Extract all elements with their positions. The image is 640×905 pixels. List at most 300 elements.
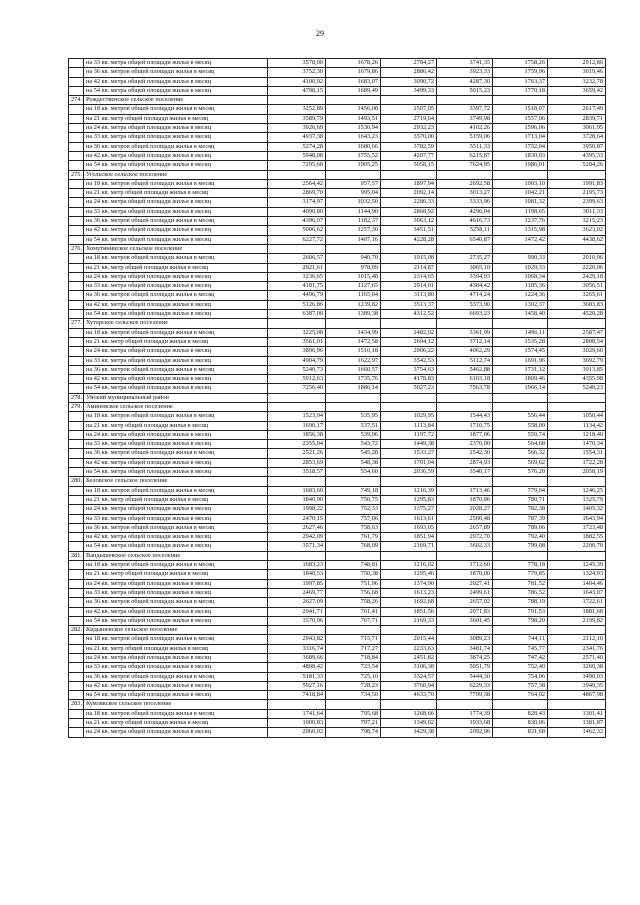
value-cell-2: 758,26 xyxy=(326,598,381,607)
value-cell-6: 2010,96 xyxy=(548,254,606,263)
value-cell-6: 3260,38 xyxy=(548,663,606,672)
empty-cell xyxy=(493,393,548,402)
tariff-table xyxy=(68,58,606,738)
value-cell-5: 1081,32 xyxy=(493,198,548,207)
row-label: на 33 кв. метра общей площади жилья в месяц xyxy=(84,663,268,672)
value-cell-4: 5015,23 xyxy=(437,86,493,95)
table-row xyxy=(69,114,606,123)
empty-cell xyxy=(69,486,84,495)
empty-cell xyxy=(381,393,437,402)
value-cell-3: 2482,02 xyxy=(381,328,437,337)
value-cell-2: 1660,57 xyxy=(326,365,381,374)
value-cell-1: 1998,22 xyxy=(268,505,326,514)
table-row xyxy=(69,226,606,235)
row-label: на 33 кв. метра общей площади жилья в месяц xyxy=(84,59,268,68)
table-row xyxy=(69,235,606,244)
table-row xyxy=(69,68,606,77)
value-cell-1: 2564,42 xyxy=(268,179,326,188)
value-cell-5: 558,09 xyxy=(493,421,548,430)
empty-cell xyxy=(69,142,84,151)
value-cell-4: 1877,06 xyxy=(437,430,493,439)
table-row xyxy=(69,291,606,300)
section-header-row xyxy=(69,96,606,105)
value-cell-6: 2571,40 xyxy=(548,654,606,663)
table-row xyxy=(69,709,606,718)
value-cell-6: 1554,31 xyxy=(548,449,606,458)
section-number: 281. xyxy=(69,551,84,560)
row-label: на 42 кв. метра общей площади жилья в месяц xyxy=(84,77,268,86)
value-cell-1: 4396,07 xyxy=(268,217,326,226)
value-cell-1: 5181,33 xyxy=(268,672,326,681)
table-row xyxy=(69,468,606,477)
section-name: Вандышевское сельское поселение xyxy=(84,551,268,560)
value-cell-2: 1622,97 xyxy=(326,356,381,365)
value-cell-3: 4207,77 xyxy=(381,151,437,160)
row-label: на 21 кв. метр общей площади жилья в месяц xyxy=(84,495,268,504)
empty-cell xyxy=(69,179,84,188)
value-cell-6: 1723,48 xyxy=(548,523,606,532)
value-cell-5: 1966,14 xyxy=(493,384,548,393)
table-row xyxy=(69,272,606,281)
section-name: Аминевское сельское поселение xyxy=(84,402,268,411)
value-cell-4: 2971,83 xyxy=(437,607,493,616)
table-row xyxy=(69,347,606,356)
empty-cell xyxy=(69,458,84,467)
value-cell-5: 1809,46 xyxy=(493,375,548,384)
value-cell-3: 1449,38 xyxy=(381,440,437,449)
value-cell-4: 2874,93 xyxy=(437,458,493,467)
value-cell-4: 2692,58 xyxy=(437,179,493,188)
value-cell-3: 2451,82 xyxy=(381,654,437,663)
empty-cell xyxy=(69,263,84,272)
table-row xyxy=(69,486,606,495)
row-label: на 18 кв. метров общей площади жилья в месяц xyxy=(84,561,268,570)
section-number: 278. xyxy=(69,393,84,402)
row-label: на 18 кв. метров общей площади жилья в месяц xyxy=(84,635,268,644)
value-cell-4: 3923,33 xyxy=(437,68,493,77)
value-cell-4: 3481,74 xyxy=(437,644,493,653)
empty-cell xyxy=(268,244,326,253)
value-cell-5: 559,74 xyxy=(493,430,548,439)
empty-cell xyxy=(493,96,548,105)
table-row xyxy=(69,644,606,653)
empty-cell xyxy=(69,412,84,421)
value-cell-6: 4867,98 xyxy=(548,691,606,700)
row-label: на 36 кв. метров общей площади жилья в месяц xyxy=(84,217,268,226)
empty-cell xyxy=(493,402,548,411)
value-cell-6: 1881,68 xyxy=(548,607,606,616)
value-cell-3: 3570,00 xyxy=(381,133,437,142)
value-cell-6: 2839,71 xyxy=(548,114,606,123)
row-label: на 42 кв. метра общей площади жилья в месяц xyxy=(84,533,268,542)
value-cell-2: 761,79 xyxy=(326,533,381,542)
value-cell-6: 3659,42 xyxy=(548,86,606,95)
value-cell-4: 1870,00 xyxy=(437,570,493,579)
table-row xyxy=(69,607,606,616)
value-cell-4: 3601,45 xyxy=(437,616,493,625)
value-cell-5: 1458,40 xyxy=(493,310,548,319)
row-label: на 33 кв. метра общей площади жилья в месяц xyxy=(84,588,268,597)
value-cell-4: 1870,86 xyxy=(437,495,493,504)
value-cell-6: 5284,26 xyxy=(548,161,606,170)
empty-cell xyxy=(381,626,437,635)
value-cell-6: 2341,76 xyxy=(548,644,606,653)
value-cell-5: 828,43 xyxy=(493,709,548,718)
value-cell-6: 1246,25 xyxy=(548,486,606,495)
value-cell-4: 5444,30 xyxy=(437,672,493,681)
table-row xyxy=(69,561,606,570)
value-cell-1: 3752,30 xyxy=(268,68,326,77)
value-cell-4: 4714,24 xyxy=(437,291,493,300)
row-label: на 24 кв. метра общей площади жилья в месяц xyxy=(84,272,268,281)
empty-cell xyxy=(69,672,84,681)
value-cell-1: 3252,89 xyxy=(268,105,326,114)
table-row xyxy=(69,207,606,216)
value-cell-2: 749,18 xyxy=(326,486,381,495)
value-cell-2: 539,06 xyxy=(326,430,381,439)
value-cell-3: 2286,33 xyxy=(381,198,437,207)
value-cell-5: 786,52 xyxy=(493,588,548,597)
empty-cell xyxy=(437,319,493,328)
value-cell-6: 1643,07 xyxy=(548,588,606,597)
section-number: 282. xyxy=(69,626,84,635)
empty-cell xyxy=(381,402,437,411)
section-header-row xyxy=(69,244,606,253)
empty-cell xyxy=(69,207,84,216)
value-cell-2: 978,09 xyxy=(326,263,381,272)
table-row xyxy=(69,124,606,133)
table-row xyxy=(69,681,606,690)
table-row xyxy=(69,635,606,644)
row-label: на 36 кв. метров общей площади жилья в месяц xyxy=(84,672,268,681)
row-label: на 18 кв. метров общей площади жилья в месяц xyxy=(84,254,268,263)
table-row xyxy=(69,189,606,198)
value-cell-3: 1693,05 xyxy=(381,523,437,532)
value-cell-1: 2943,82 xyxy=(268,635,326,644)
value-cell-2: 718,84 xyxy=(326,654,381,663)
value-cell-3: 2784,27 xyxy=(381,59,437,68)
value-cell-6: 3029,60 xyxy=(548,347,606,356)
value-cell-5: 1535,28 xyxy=(493,337,548,346)
row-label: на 54 кв. метра общей площади жилья в месяц xyxy=(84,616,268,625)
value-cell-2: 734,50 xyxy=(326,691,381,700)
value-cell-6: 3692,79 xyxy=(548,356,606,365)
value-cell-2: 767,71 xyxy=(326,616,381,625)
value-cell-4: 2972,70 xyxy=(437,533,493,542)
value-cell-1: 1690,17 xyxy=(268,421,326,430)
value-cell-5: 779,85 xyxy=(493,570,548,579)
section-name: Угольское сельское поселение xyxy=(84,170,268,179)
value-cell-6: 1643,94 xyxy=(548,514,606,523)
value-cell-6: 2200,70 xyxy=(548,542,606,551)
value-cell-2: 768,09 xyxy=(326,542,381,551)
value-cell-3: 3090,72 xyxy=(381,77,437,86)
empty-cell xyxy=(437,700,493,709)
empty-cell xyxy=(69,337,84,346)
value-cell-5: 792,40 xyxy=(493,533,548,542)
row-label: на 42 кв. метра общей площади жилья в месяц xyxy=(84,458,268,467)
empty-cell xyxy=(69,561,84,570)
value-cell-3: 3324,57 xyxy=(381,672,437,681)
value-cell-6: 3265,61 xyxy=(548,291,606,300)
value-cell-3: 5058,15 xyxy=(381,161,437,170)
value-cell-6: 1722,28 xyxy=(548,458,606,467)
section-number: 279. xyxy=(69,402,84,411)
empty-cell xyxy=(437,402,493,411)
value-cell-1: 2627,09 xyxy=(268,598,326,607)
value-cell-1: 5006,62 xyxy=(268,226,326,235)
row-label: на 18 кв. метров общей площади жилья в месяц xyxy=(84,709,268,718)
row-label: на 54 кв. метра общей площади жилья в месяц xyxy=(84,691,268,700)
empty-cell xyxy=(69,114,84,123)
value-cell-6: 3913,85 xyxy=(548,365,606,374)
value-cell-3: 3451,51 xyxy=(381,226,437,235)
table-row xyxy=(69,663,606,672)
value-cell-3: 4633,70 xyxy=(381,691,437,700)
section-number: 275. xyxy=(69,170,84,179)
value-cell-4: 1544,43 xyxy=(437,412,493,421)
section-header-row xyxy=(69,402,606,411)
empty-cell xyxy=(69,449,84,458)
value-cell-2: 1257,30 xyxy=(326,226,381,235)
value-cell-4: 4616,73 xyxy=(437,217,493,226)
value-cell-1: 3518,57 xyxy=(268,468,326,477)
empty-cell xyxy=(69,654,84,663)
row-label: на 24 кв. метра общей площади жилья в месяц xyxy=(84,654,268,663)
value-cell-6: 1462,32 xyxy=(548,728,606,737)
value-cell-1: 2470,15 xyxy=(268,514,326,523)
section-name: Беловское сельское поселение xyxy=(84,477,268,486)
value-cell-5: 1185,36 xyxy=(493,282,548,291)
value-cell-6: 1404,46 xyxy=(548,579,606,588)
value-cell-5: 789,06 xyxy=(493,523,548,532)
row-label: на 24 кв. метра общей площади жилья в месяц xyxy=(84,505,268,514)
section-header-row xyxy=(69,319,606,328)
value-cell-1: 6387,00 xyxy=(268,310,326,319)
value-cell-5: 556,44 xyxy=(493,412,548,421)
value-cell-3: 2092,14 xyxy=(381,189,437,198)
empty-cell xyxy=(493,477,548,486)
value-cell-4: 6215,87 xyxy=(437,151,493,160)
section-header-row xyxy=(69,170,606,179)
value-cell-6: 5240,23 xyxy=(548,384,606,393)
value-cell-1: 5274,28 xyxy=(268,142,326,151)
value-cell-1: 7295,68 xyxy=(268,161,326,170)
value-cell-2: 545,28 xyxy=(326,449,381,458)
row-label: на 54 кв. метра общей площади жилья в месяц xyxy=(84,468,268,477)
empty-cell xyxy=(437,477,493,486)
value-cell-2: 717,27 xyxy=(326,644,381,653)
value-cell-2: 1407,16 xyxy=(326,235,381,244)
value-cell-2: 728,23 xyxy=(326,681,381,690)
value-cell-5: 1224,36 xyxy=(493,291,548,300)
empty-cell xyxy=(326,700,381,709)
value-cell-5: 799,08 xyxy=(493,542,548,551)
empty-cell xyxy=(69,533,84,542)
value-cell-3: 3782,59 xyxy=(381,142,437,151)
value-cell-5: 1691,96 xyxy=(493,356,548,365)
value-cell-2: 1144,90 xyxy=(326,207,381,216)
value-cell-3: 3113,80 xyxy=(381,291,437,300)
value-cell-2: 723,54 xyxy=(326,663,381,672)
value-cell-2: 797,21 xyxy=(326,719,381,728)
value-cell-3: 1851,56 xyxy=(381,607,437,616)
row-label: на 36 кв. метров общей площади жилья в месяц xyxy=(84,68,268,77)
row-label: на 21 кв. метр общей площади жилья в месяц xyxy=(84,263,268,272)
table-row xyxy=(69,412,606,421)
empty-cell xyxy=(326,626,381,635)
table-row xyxy=(69,263,606,272)
value-cell-2: 1683,07 xyxy=(326,77,381,86)
value-cell-1: 4496,79 xyxy=(268,291,326,300)
value-cell-1: 3926,69 xyxy=(268,124,326,133)
value-cell-6: 1134,42 xyxy=(548,421,606,430)
value-cell-6: 1405,32 xyxy=(548,505,606,514)
value-cell-3: 1113,84 xyxy=(381,421,437,430)
value-cell-4: 5051,79 xyxy=(437,663,493,672)
value-cell-3: 2314,65 xyxy=(381,272,437,281)
row-label: на 36 кв. метров общей площади жилья в месяц xyxy=(84,142,268,151)
table-row xyxy=(69,217,606,226)
value-cell-4: 3712,14 xyxy=(437,337,493,346)
value-cell-3: 3754,63 xyxy=(381,365,437,374)
value-cell-6: 4395,33 xyxy=(548,151,606,160)
empty-cell xyxy=(268,393,326,402)
empty-cell xyxy=(548,96,606,105)
section-number: 277. xyxy=(69,319,84,328)
value-cell-2: 1689,49 xyxy=(326,86,381,95)
value-cell-1: 1683,23 xyxy=(268,561,326,570)
value-cell-1: 3589,79 xyxy=(268,114,326,123)
value-cell-1: 2941,71 xyxy=(268,607,326,616)
value-cell-1: 2921,61 xyxy=(268,263,326,272)
value-cell-2: 757,06 xyxy=(326,514,381,523)
value-cell-3: 3542,53 xyxy=(381,356,437,365)
value-cell-6: 3011,33 xyxy=(548,207,606,216)
table-row xyxy=(69,151,606,160)
table-row xyxy=(69,337,606,346)
empty-cell xyxy=(69,365,84,374)
section-number: 276. xyxy=(69,244,84,253)
table-row xyxy=(69,523,606,532)
value-cell-5: 1763,37 xyxy=(493,77,548,86)
empty-cell xyxy=(69,189,84,198)
value-cell-4: 2028,27 xyxy=(437,505,493,514)
value-cell-6: 3490,03 xyxy=(548,672,606,681)
empty-cell xyxy=(381,319,437,328)
empty-cell xyxy=(69,430,84,439)
value-cell-6: 3949,35 xyxy=(548,681,606,690)
row-label: на 54 кв. метра общей площади жилья в месяц xyxy=(84,384,268,393)
value-cell-6: 2199,82 xyxy=(548,616,606,625)
value-cell-2: 715,71 xyxy=(326,635,381,644)
row-label: на 24 кв. метра общей площади жилья в месяц xyxy=(84,347,268,356)
value-cell-2: 1434,99 xyxy=(326,328,381,337)
value-cell-1: 4181,75 xyxy=(268,282,326,291)
table-row xyxy=(69,440,606,449)
empty-cell xyxy=(268,170,326,179)
value-cell-6: 2587,47 xyxy=(548,328,606,337)
row-label: на 21 кв. метр общей площади жилья в месяц xyxy=(84,570,268,579)
value-cell-1: 3896,96 xyxy=(268,347,326,356)
value-cell-2: 1678,26 xyxy=(326,59,381,68)
value-cell-3: 2233,63 xyxy=(381,644,437,653)
value-cell-5: 564,68 xyxy=(493,440,548,449)
empty-cell xyxy=(69,728,84,737)
table-row xyxy=(69,282,606,291)
row-label: на 18 кв. метров общей площади жилья в месяц xyxy=(84,328,268,337)
empty-cell xyxy=(548,402,606,411)
empty-cell xyxy=(69,226,84,235)
empty-cell xyxy=(69,217,84,226)
value-cell-5: 1042,21 xyxy=(493,189,548,198)
value-cell-4: 2735,27 xyxy=(437,254,493,263)
value-cell-1: 3571,34 xyxy=(268,542,326,551)
value-cell-1: 1900,83 xyxy=(268,719,326,728)
value-cell-4: 3741,35 xyxy=(437,59,493,68)
value-cell-1: 1856,38 xyxy=(268,430,326,439)
value-cell-3: 1915,08 xyxy=(381,254,437,263)
value-cell-4: 1774,39 xyxy=(437,709,493,718)
empty-cell xyxy=(381,700,437,709)
empty-cell xyxy=(548,626,606,635)
value-cell-6: 2399,63 xyxy=(548,198,606,207)
value-cell-5: 1198,65 xyxy=(493,207,548,216)
value-cell-3: 1029,95 xyxy=(381,412,437,421)
value-cell-3: 4228,28 xyxy=(381,235,437,244)
empty-cell xyxy=(69,235,84,244)
section-number: 280. xyxy=(69,477,84,486)
row-label: на 54 кв. метра общей площади жилья в месяц xyxy=(84,310,268,319)
empty-cell xyxy=(326,402,381,411)
empty-cell xyxy=(268,551,326,560)
empty-cell xyxy=(381,96,437,105)
value-cell-4: 2092,96 xyxy=(437,728,493,737)
empty-cell xyxy=(69,523,84,532)
value-cell-2: 1755,52 xyxy=(326,151,381,160)
value-cell-4: 3333,96 xyxy=(437,198,493,207)
value-cell-5: 1003,10 xyxy=(493,179,548,188)
row-label: на 54 кв. метра общей площади жилья в месяц xyxy=(84,86,268,95)
value-cell-6: 1882,55 xyxy=(548,533,606,542)
value-cell-2: 1510,18 xyxy=(326,347,381,356)
value-cell-1: 4808,42 xyxy=(268,663,326,672)
table-row xyxy=(69,310,606,319)
value-cell-1: 5240,73 xyxy=(268,365,326,374)
empty-cell xyxy=(548,244,606,253)
value-cell-3: 2868,92 xyxy=(381,207,437,216)
value-cell-5: 788,19 xyxy=(493,598,548,607)
value-cell-2: 748,81 xyxy=(326,561,381,570)
row-label: на 33 кв. метра общей площади жилья в месяц xyxy=(84,282,268,291)
value-cell-3: 1268,66 xyxy=(381,709,437,718)
value-cell-1: 4100,92 xyxy=(268,77,326,86)
value-cell-6: 4520,28 xyxy=(548,310,606,319)
section-name: Хомутининское сельское поселение xyxy=(84,244,268,253)
value-cell-5: 1068,34 xyxy=(493,272,548,281)
value-cell-6: 1991,83 xyxy=(548,179,606,188)
table-row xyxy=(69,254,606,263)
value-cell-2: 548,38 xyxy=(326,458,381,467)
value-cell-4: 2657,02 xyxy=(437,598,493,607)
value-cell-6: 2220,06 xyxy=(548,263,606,272)
empty-cell xyxy=(69,310,84,319)
value-cell-2: 758,63 xyxy=(326,523,381,532)
value-cell-3: 3499,33 xyxy=(381,86,437,95)
table-row xyxy=(69,533,606,542)
value-cell-5: 747,42 xyxy=(493,654,548,663)
empty-cell xyxy=(381,551,437,560)
